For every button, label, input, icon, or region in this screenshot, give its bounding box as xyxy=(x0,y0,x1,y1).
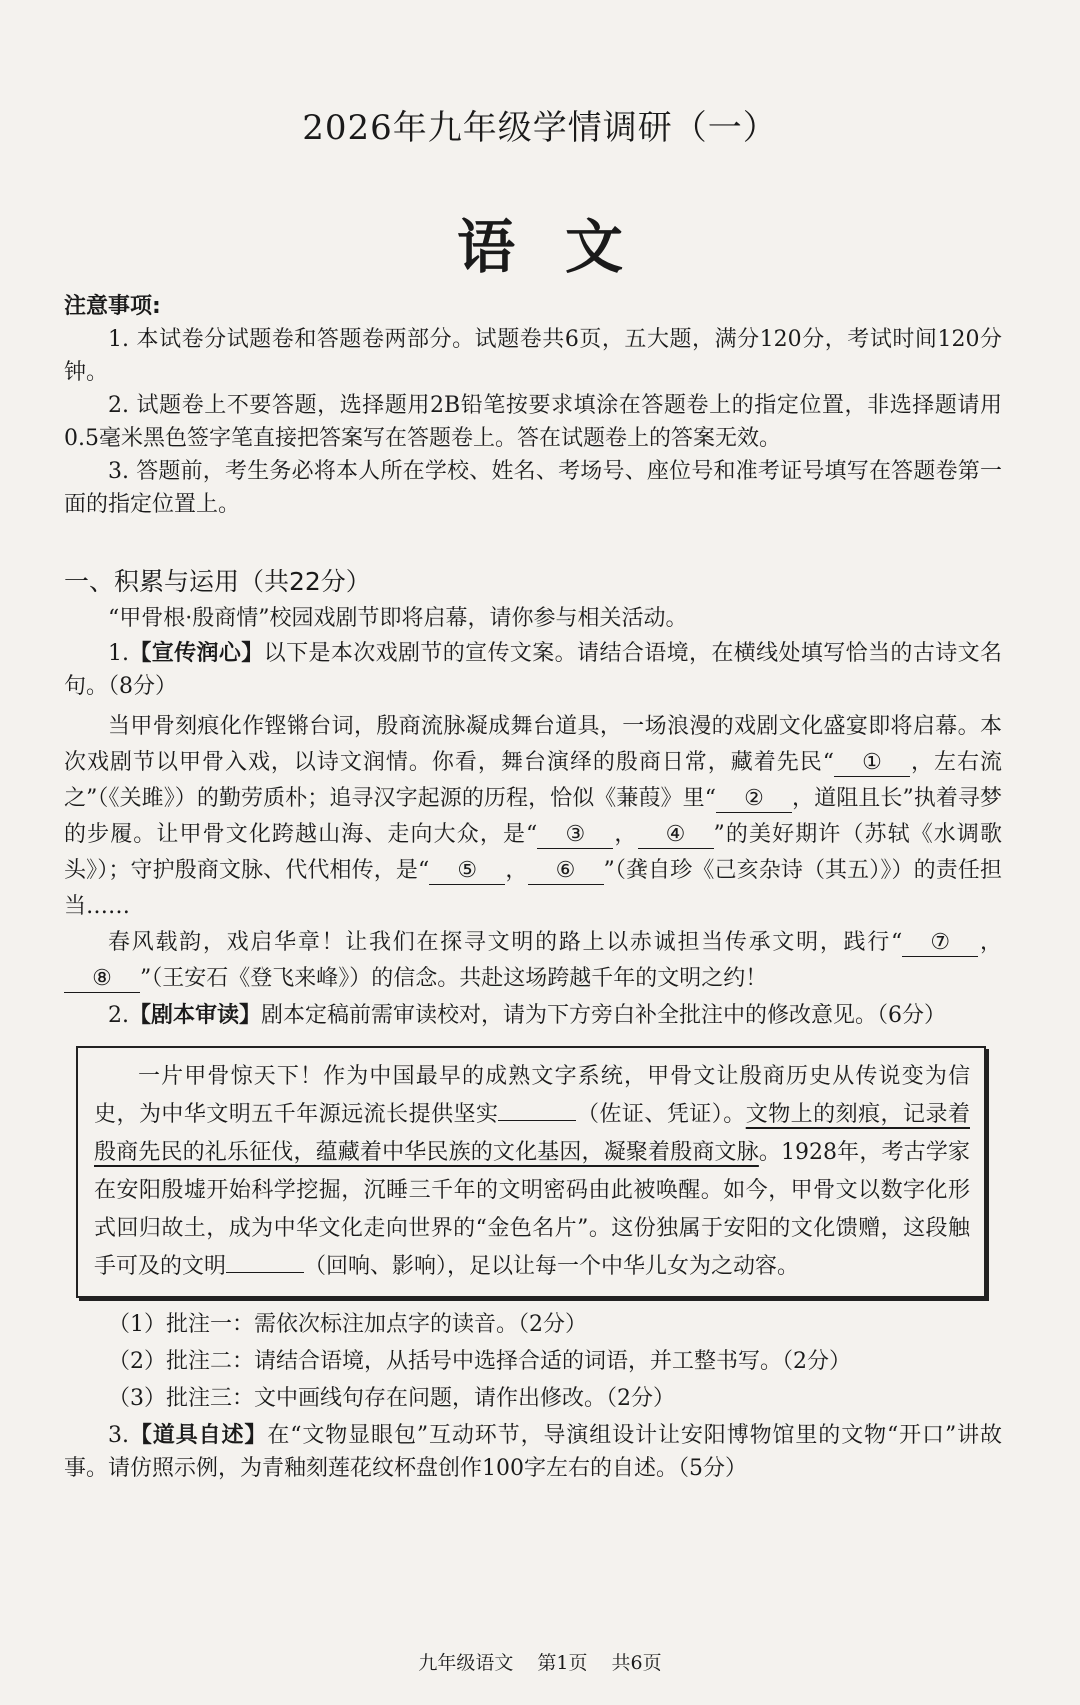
fill-blank-1 xyxy=(498,1098,576,1121)
section-intro: “甲骨根·殷商情”校园戏剧节即将启幕，请你参与相关活动。 xyxy=(108,606,688,631)
promo-paragraph-1 xyxy=(64,709,1002,925)
footer-subject: 九年级语文 xyxy=(418,1652,514,1674)
passage-text: 当甲骨刻痕化作铿锵台词，殷商流脉凝成舞台道具，一场浪漫的戏剧文化盛宴即将启幕。本次戏剧节以甲骨入戏，以诗文润情。你看，舞台演绎的殷商日常，藏着先民“ xyxy=(64,714,1002,775)
notice-item-3: 3. 答题前，考生务必将本人所在学校、姓名、考场号、座位号和准考证号填写在答题卷第一面的指定位置上。 xyxy=(64,459,1002,517)
script-text xyxy=(94,1058,970,1286)
notice-title: 注意事项: xyxy=(64,294,161,319)
notice-item-2: 2. 试题卷上不要答题，选择题用2B铅笔按要求填涂在答题卷上的指定位置，非选择题请用0.5毫米黑色签字笔直接把答案写在答题卷上。答在试题卷上的答案无效。 xyxy=(64,393,1002,451)
script-segment: （回响、影响），足以让每一个中华儿女为之动容。 xyxy=(304,1254,800,1279)
blank-2: ② xyxy=(716,786,792,813)
question-tag: 【宣传润心】 xyxy=(129,641,264,666)
passage-text: ，道阻且长”执着寻梦的步履。让甲骨文化跨越山海、走向大众，是“ xyxy=(64,786,1003,847)
blank-1: ① xyxy=(834,750,910,777)
section-title: 一、积累与运用（共22分） xyxy=(64,567,371,596)
passage-text: ，左右流之”（《关雎》）的勤劳质朴；追寻汉字起源的历程，恰似《蒹葭》里“ xyxy=(64,750,1002,811)
blank-5: ⑤ xyxy=(429,858,505,885)
footer-page: 第1页 xyxy=(537,1652,588,1674)
exam-title: 2026年九年级学情调研（一） xyxy=(302,108,778,148)
passage-text: ”（龚自珍《己亥杂诗（其五）》）的责任担当…… xyxy=(64,858,1003,919)
underlined-sentence: 文物上的刻痕，记录着殷商先民的礼乐征伐，蕴藏着中华民族的文化基因，凝聚着殷商文脉 xyxy=(94,1102,970,1165)
question-number: 3. xyxy=(108,1423,129,1448)
promo-paragraph-2 xyxy=(64,925,1002,997)
question-tag: 【剧本审读】 xyxy=(129,1003,262,1028)
passage-text: 春风载韵，戏启华章！让我们在探寻文明的路上以赤诚担当传承文明，践行“ xyxy=(108,930,903,955)
blank-7: ⑦ xyxy=(902,930,978,957)
passage-text: ”（王安石《登飞来峰》）的信念。共赴这场跨越千年的文明之约！ xyxy=(140,966,768,991)
blank-4: ④ xyxy=(638,822,714,849)
question-2-title xyxy=(64,999,1002,1032)
passage-text: ， xyxy=(505,858,528,883)
blank-3: ③ xyxy=(537,822,613,849)
footer-total: 共6页 xyxy=(611,1652,662,1674)
question-number: 1. xyxy=(108,641,129,666)
blank-6: ⑥ xyxy=(528,858,604,885)
question-text: 以下是本次戏剧节的宣传文案。请结合语境，在横线处填写恰当的古诗文名句。（8分） xyxy=(64,641,1002,699)
passage-text: ”的美好期许（苏轼《水调歌头》）；守护殷商文脉、代代相传，是“ xyxy=(64,822,1003,883)
script-box xyxy=(76,1046,986,1298)
question-number: 2. xyxy=(108,1003,129,1028)
notice-item-1: 1. 本试卷分试题卷和答题卷两部分。试题卷共6页，五大题，满分120分，考试时间120分钟。 xyxy=(64,327,1002,385)
sub-question-2: （2）批注二：请结合语境，从括号中选择合适的词语，并工整书写。（2分） xyxy=(108,1349,851,1374)
sub-question-1: （1）批注一：需依次标注加点字的读音。（2分） xyxy=(108,1312,587,1337)
script-segment: 一片甲骨惊天下！作为中国最早的成熟文字系统，甲骨文让殷商历史从传说变为信史，为中华文明五千年源远流长提供坚实 xyxy=(94,1064,970,1127)
fill-blank-2 xyxy=(226,1250,304,1273)
exam-content xyxy=(64,290,1002,1485)
script-segment: （佐证、凭证）。 xyxy=(576,1102,746,1127)
promo-passage xyxy=(64,709,1002,997)
sub-question-3: （3）批注三：文中画线句存在问题，请作出修改。（2分） xyxy=(108,1386,675,1411)
passage-text: ， xyxy=(978,930,1002,955)
page-footer xyxy=(0,1648,1080,1675)
question-text: 剧本定稿前需审读校对，请为下方旁白补全批注中的修改意见。（6分） xyxy=(261,1003,947,1028)
question-3-title xyxy=(64,1419,1002,1485)
question-tag: 【道具自述】 xyxy=(129,1423,268,1448)
blank-8: ⑧ xyxy=(64,966,140,993)
subject-title: 语文 xyxy=(456,213,673,281)
passage-text: ， xyxy=(613,822,638,847)
question-text: 在“文物显眼包”互动环节，导演组设计让安阳博物馆里的文物“开口”讲故事。请仿照示例，为青釉刻莲花纹杯盘创作100字左右的自述。（5分） xyxy=(64,1423,1002,1481)
script-segment: 。1928年，考古学家在安阳殷墟开始科学挖掘，沉睡三千年的文明密码由此被唤醒。如今，甲骨文以数字化形式回归故土，成为中华文化走向世界的“金色名片”。这份独属于安阳的文化馈赠，这段触手可及的文明 xyxy=(94,1140,970,1279)
question-1-title xyxy=(64,637,1002,703)
